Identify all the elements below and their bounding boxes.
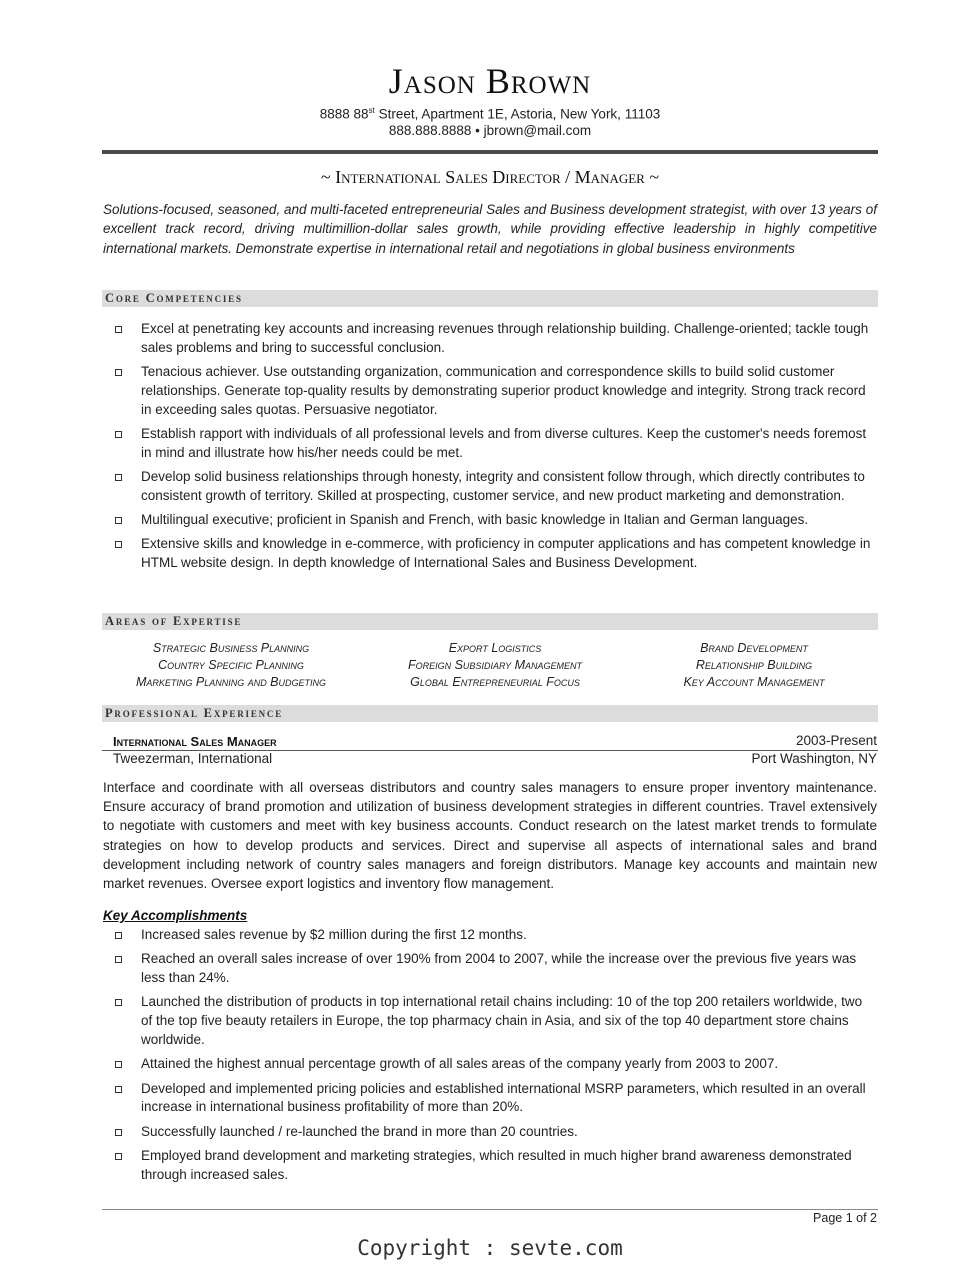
expertise-item: Marketing Planning and Budgeting <box>135 675 327 689</box>
checkbox-bullet-icon <box>115 517 122 524</box>
professional-summary: Solutions-focused, seasoned, and multi-faceted entrepreneurial Sales and Business development strategist, with over 13 years of excellent track record, driving multimillion-dollar sales growth, while providing effective leadership in highly competitive international markets. Demonstrate expertise in international retail and negotiations in global business environments <box>103 202 877 256</box>
copyright-watermark: Copyright : sevte.com <box>357 1236 623 1260</box>
expertise-item: Brand Development <box>700 641 808 655</box>
candidate-name: Jason Brown <box>388 61 592 101</box>
expertise-item: Country Specific Planning <box>158 658 304 672</box>
checkbox-bullet-icon <box>115 932 122 939</box>
checkbox-bullet-icon <box>115 1153 122 1160</box>
key-accomplishments-heading: Key Accomplishments <box>103 908 248 923</box>
checkbox-bullet-icon <box>115 1086 122 1093</box>
professional-experience-title: Professional Experience <box>105 706 284 720</box>
list-item: Tenacious achiever. Use outstanding organization, communication and correspondence skills to build solid customer relationships. Generate top-quality results by demonstrating superior product knowledge and integrity. Strong track record in exceeding sales quotas. Persuasive negotiator. <box>112 363 872 419</box>
list-item: Developed and implemented pricing policies and established international MSRP parameters, which resulted in an overall increase in international business profitability of more than 20%. <box>112 1080 872 1118</box>
list-item: Develop solid business relationships through honesty, integrity and consistent follow through, which directly contributes to consistent growth of territory. Skilled at prospecting, customer service, and new product marketing and demonstration. <box>112 468 872 506</box>
expertise-column-2 <box>360 640 630 691</box>
expertise-column-3 <box>630 640 878 691</box>
expertise-item: Relationship Building <box>695 658 813 672</box>
header-divider <box>102 150 878 154</box>
list-item: Employed brand development and marketing strategies, which resulted in much higher brand awareness demonstrated through increased sales. <box>112 1147 872 1185</box>
list-item: Extensive skills and knowledge in e-commerce, with proficiency in computer applications and has competent knowledge in HTML website design. In depth knowledge of International Sales and Business Development. <box>112 535 872 573</box>
checkbox-bullet-icon <box>115 326 122 333</box>
core-competencies-header <box>102 290 878 307</box>
target-position-headline: ~ International Sales Director / Manager ~ <box>320 167 660 187</box>
expertise-item: Strategic Business Planning <box>152 641 310 655</box>
areas-of-expertise-title: Areas of Expertise <box>105 614 243 628</box>
professional-experience-header <box>102 705 878 722</box>
list-item: Establish rapport with individuals of all professional levels and from diverse cultures. Keep the customer's needs foremost in mind and illustrate how his/her needs could be met. <box>112 425 872 463</box>
checkbox-bullet-icon <box>115 1129 122 1136</box>
expertise-item: Global Entrepreneurial Focus <box>410 675 580 689</box>
job-title: International Sales Manager <box>113 734 277 749</box>
list-item: Multilingual executive; proficient in Spanish and French, with basic knowledge in Italian and German languages. <box>112 511 872 530</box>
list-item: Excel at penetrating key accounts and increasing revenues through relationship building. Challenge-oriented; tackle tough sales problems and bring to successful conclusion. <box>112 320 872 358</box>
core-competencies-title: Core Competencies <box>105 291 243 305</box>
checkbox-bullet-icon <box>115 431 122 438</box>
list-item: Increased sales revenue by $2 million during the first 12 months. <box>112 926 872 945</box>
expertise-column-1 <box>102 640 360 691</box>
page-number: Page 1 of 2 <box>813 1211 877 1225</box>
address-number: 8888 88 <box>319 106 369 122</box>
contact-info: 888.888.8888 • jbrown@mail.com <box>388 123 592 138</box>
expertise-item: Foreign Subsidiary Management <box>407 658 583 672</box>
list-item: Launched the distribution of products in top international retail chains including: 10 of the top 200 retailers worldwide, two of the top five beauty retailers in Europe, the top pharmacy chain in Asia, and six of the top 40 department store chains worldwide. <box>112 993 872 1049</box>
checkbox-bullet-icon <box>115 1061 122 1068</box>
checkbox-bullet-icon <box>115 369 122 376</box>
job-description: Interface and coordinate with all overseas distributors and country sales managers to ensure proper inventory maintenance. Ensure accuracy of brand promotion and utilization of business development strategies in different countries. Travel extensively to negotiate with customers and meet with key business accounts. Conduct research on the latest market trends to formulate strategies on how to develop products and services. Direct and supervise all aspects of international sales and brand development including network of country sales managers and foreign distributors. Manage key accounts and maintain new market revenues. Oversee export logistics and inventory flow management. <box>103 780 877 892</box>
checkbox-bullet-icon <box>115 956 122 963</box>
company-name: Tweezerman, International <box>113 751 273 766</box>
address-ordinal: st <box>368 106 375 115</box>
list-item: Successfully launched / re-launched the brand in more than 20 countries. <box>112 1123 872 1142</box>
footer-divider <box>102 1209 878 1210</box>
checkbox-bullet-icon <box>115 474 122 481</box>
checkbox-bullet-icon <box>115 999 122 1006</box>
list-item: Attained the highest annual percentage growth of all sales areas of the company yearly from 2003 to 2007. <box>112 1055 872 1074</box>
areas-of-expertise-header <box>102 613 878 630</box>
checkbox-bullet-icon <box>115 541 122 548</box>
address <box>0 106 980 122</box>
core-competencies-list <box>112 320 872 579</box>
accomplishments-list <box>112 926 872 1190</box>
job-location: Port Washington, NY <box>751 751 877 766</box>
address-rest: Street, Apartment 1E, Astoria, New York, 11103 <box>374 106 661 122</box>
job-dates: 2003-Present <box>795 733 877 748</box>
expertise-item: Export Logistics <box>448 641 542 655</box>
list-item: Reached an overall sales increase of over 190% from 2004 to 2007, while the increase over the previous five years was less than 24%. <box>112 950 872 988</box>
expertise-item: Key Account Management <box>683 675 825 689</box>
expertise-grid <box>102 640 878 691</box>
